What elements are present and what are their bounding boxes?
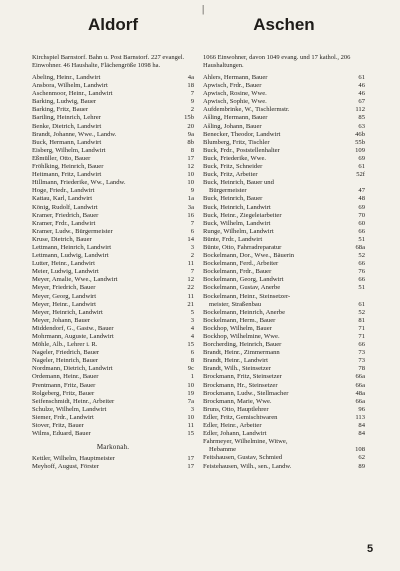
list-item [203, 106, 365, 114]
house-number: 69 [358, 203, 365, 211]
house-number: 7 [190, 90, 194, 98]
resident-name: Brockmann, Marie, Wwe. [203, 397, 272, 405]
list-item [203, 252, 365, 260]
list-item [203, 454, 365, 462]
house-number: 7 [190, 219, 194, 227]
resident-name: Bockelmann, Gustav, Anerbe [203, 284, 281, 292]
list-item [32, 349, 194, 357]
list-item [32, 131, 194, 139]
resident-name: Siemer, Frdr., Landwirt [32, 413, 94, 421]
house-number: 113 [355, 413, 365, 421]
house-number: 17 [187, 455, 194, 463]
resident-name: Möhle, Alb., Lehrer i. R. [32, 341, 98, 349]
resident-name: Kattau, Karl, Landwirt [32, 195, 93, 203]
list-item [32, 163, 194, 171]
list-item [203, 463, 365, 471]
house-number: 46b [355, 130, 365, 138]
house-number: 11 [187, 292, 194, 300]
list-item [203, 244, 365, 252]
house-number: 15 [187, 430, 194, 438]
resident-name: Brandt, Wilh., Steinsetzer [203, 365, 271, 373]
house-number: 6 [190, 349, 194, 357]
house-number: 73 [358, 349, 365, 357]
resident-name: Kruse, Dietrich, Bauer [32, 235, 92, 243]
resident-name: Meyer, Heinrich, Landwirt [32, 308, 103, 316]
resident-name: Bürgermeister [209, 187, 247, 195]
list-item [203, 390, 365, 398]
list-item [203, 317, 365, 325]
house-number: 7 [190, 268, 194, 276]
house-number: 51 [358, 284, 365, 292]
house-number: 14 [187, 235, 194, 243]
house-number: 10 [187, 381, 194, 389]
list-item [203, 228, 365, 236]
house-number: 66a [355, 381, 365, 389]
resident-name: Heitmann, Fritz, Landwirt [32, 171, 102, 179]
list-item [32, 317, 194, 325]
list-item [32, 373, 194, 381]
list-item [32, 422, 194, 430]
house-number: 63 [358, 122, 365, 130]
house-number: 71 [358, 324, 365, 332]
resident-name: Kramer, Ludw., Bürgermeister [32, 227, 113, 235]
house-number: 1 [190, 373, 194, 381]
house-number: 69 [358, 154, 365, 162]
house-number: 66 [358, 260, 365, 268]
house-number: 2 [190, 106, 194, 114]
house-number: 76 [358, 268, 365, 276]
house-number: 10 [187, 179, 194, 187]
house-number: 67 [358, 98, 365, 106]
list-item [32, 357, 194, 365]
house-number: 66 [358, 227, 365, 235]
list-item [32, 455, 194, 463]
house-number: 21 [187, 300, 194, 308]
list-item [203, 212, 365, 220]
list-item [32, 406, 194, 414]
resident-name: Edler, Heinr., Arbeiter [203, 422, 262, 430]
list-item [32, 341, 194, 349]
list-item [203, 187, 365, 195]
list-item [203, 195, 365, 203]
list-item [32, 123, 194, 131]
list-item [32, 187, 194, 195]
resident-name: Aufdembrinke, W., Tischlermstr. [203, 106, 290, 114]
house-number: 17 [187, 154, 194, 162]
resident-name: Stover, Fritz, Bauer [32, 422, 84, 430]
resident-name: Lettmann, Heinrich, Landwirt [32, 243, 112, 251]
resident-name: Lutter, Heinr., Landwirt [32, 260, 95, 268]
house-number: 85 [358, 114, 365, 122]
list-item [32, 98, 194, 106]
resident-name: Benecker, Theodor, Landwirt [203, 130, 281, 138]
list-item [203, 163, 365, 171]
right-column [203, 14, 365, 471]
resident-name: Kramer, Friedrich, Bauer [32, 211, 99, 219]
resident-name: Hebamme [209, 446, 237, 454]
resident-name: Nordmann, Dietrich, Landwirt [32, 365, 113, 373]
list-item [32, 179, 194, 187]
resident-name: Brockmann, Hr., Steinsetzer [203, 381, 278, 389]
house-number: 66a [355, 373, 365, 381]
resident-name: Bockhop, Wilhelmine, Wwe. [203, 333, 280, 340]
resident-name: König, Rudolf, Landwirt [32, 203, 98, 211]
house-number: 52 [358, 308, 365, 316]
list-item [203, 325, 365, 333]
resident-name: Buck, Heinr., Ziegeleiarbeiter [203, 211, 282, 219]
house-number: 10 [187, 413, 194, 421]
resident-name: Barking, Fritz, Bauer [32, 106, 89, 114]
house-number: 8b [187, 138, 194, 146]
list-item [32, 147, 194, 155]
list-item [32, 155, 194, 163]
list-item [203, 155, 365, 163]
resident-name: Borcherding, Heinrich, Bauer [203, 341, 282, 349]
list-item [203, 260, 365, 268]
list-item [203, 293, 365, 301]
list-item [32, 268, 194, 276]
list-item [203, 114, 365, 122]
house-number: 108 [355, 446, 365, 454]
list-item [32, 106, 194, 114]
resident-name: Blumberg, Fritz, Tischler [203, 138, 270, 146]
list-item [32, 204, 194, 212]
list-item [203, 90, 365, 98]
subhead-markonah: Markonah. [96, 443, 130, 452]
list-item [32, 212, 194, 220]
house-number: 20 [187, 122, 194, 130]
house-number: 81 [358, 316, 365, 324]
list-item [203, 179, 365, 187]
list-item [203, 398, 365, 406]
house-number: 66 [358, 341, 365, 349]
list-item [32, 236, 194, 244]
house-number: 61 [358, 300, 365, 308]
house-number: 78 [358, 365, 365, 373]
resident-name: Meyer, Georg, Landwirt [32, 292, 97, 300]
page-number: 5 [367, 543, 374, 555]
house-number: 3a [187, 203, 194, 211]
list-item [32, 82, 194, 90]
resident-list-aschen [203, 74, 365, 471]
house-number: 8 [190, 146, 194, 154]
resident-name: Buck, Hermann, Landwirt [32, 138, 102, 146]
resident-name: Buck, Heinrich, Bauer [203, 195, 263, 203]
list-item [203, 382, 365, 390]
list-item [203, 220, 365, 228]
list-item [203, 406, 365, 414]
house-number: 18 [187, 82, 194, 90]
house-number: 66a [355, 397, 365, 405]
house-number: 9 [190, 187, 194, 195]
list-item [32, 260, 194, 268]
house-number: 109 [355, 146, 365, 154]
list-item [32, 171, 194, 179]
resident-name: Rolgeberg, Fritz, Bauer [32, 389, 95, 397]
resident-name: Buck, Heinrich, Bauer und [203, 179, 274, 187]
list-item [32, 195, 194, 203]
resident-name: Edler, Fritz, Gemischtwaren [203, 413, 278, 421]
list-item [203, 373, 365, 381]
resident-name: Meyhoff, August, Förster [32, 463, 99, 471]
list-item [203, 82, 365, 90]
house-number: 55b [355, 138, 365, 146]
resident-name: Buck, Frdr., Poststellenhalter [203, 146, 280, 154]
house-number: 8 [190, 357, 194, 365]
house-number: 16 [187, 211, 194, 219]
resident-name: Brandt, Johanne, Wwe., Landw. [32, 130, 117, 138]
list-item [203, 276, 365, 284]
list-item [203, 171, 365, 179]
resident-name: Middendorf, G., Gastw., Bauer [32, 324, 114, 332]
resident-name: Seifenschmidt, Heinr., Arbeiter [32, 397, 115, 405]
resident-name: meister, Straßenbau [209, 300, 262, 308]
house-number: 66 [358, 276, 365, 284]
house-number: 60 [358, 219, 365, 227]
top-mark: | [202, 3, 205, 15]
list-item [203, 309, 365, 317]
house-number: 4 [190, 333, 194, 340]
house-number: 15 [187, 341, 194, 349]
house-number: 46 [358, 82, 365, 90]
resident-name: Buck, Friederike, Wwe. [203, 154, 267, 162]
house-number: 9 [190, 98, 194, 106]
resident-name: Bockhop, Wilhelm, Bauer [203, 324, 272, 332]
resident-name: Brockmann, Ludw., Stellmacher [203, 389, 289, 397]
house-number: 15b [184, 114, 194, 122]
list-item [32, 114, 194, 122]
list-item [32, 90, 194, 98]
resident-name: Meyer, Johann, Bauer [32, 316, 90, 324]
resident-name: Nageler, Friedrich, Bauer [32, 349, 100, 357]
resident-name: Bockelmann, Ferd., Arbeiter [203, 260, 279, 268]
house-number: 3 [190, 405, 194, 413]
resident-name: Bockelmann, Dor., Wwe., Bäuerin [203, 252, 295, 260]
house-number: 61 [358, 74, 365, 81]
resident-name: Bartling, Heinrich, Lehrer [32, 114, 101, 122]
list-item [32, 284, 194, 292]
house-number: 96 [358, 405, 365, 413]
resident-name: Bockelmann, Heinr., Steinsetzer- [203, 292, 291, 300]
house-number: 6 [190, 227, 194, 235]
house-number: 11 [187, 422, 194, 430]
resident-name: Bockelmann, Georg, Landwirt [203, 276, 284, 284]
list-item [203, 123, 365, 131]
house-number: 52f [356, 171, 365, 179]
list-item [203, 301, 365, 309]
house-number: 4a [187, 74, 194, 81]
house-number: 68a [355, 243, 365, 251]
list-item [32, 252, 194, 260]
resident-name: Brandt, Heinr., Zimmermann [203, 349, 280, 357]
house-number: 1a [187, 195, 194, 203]
house-number: 11 [187, 260, 194, 268]
list-item [203, 204, 365, 212]
resident-name: Meyer, Heinr., Landwirt [32, 300, 97, 308]
house-number: 9a [187, 130, 194, 138]
list-item [203, 74, 365, 82]
resident-name: Meyer, Amalie, Wwe., Landwirt [32, 276, 118, 284]
resident-name: Bruns, Otto, Hauptlehrer [203, 405, 269, 413]
resident-name: Buck, Fritz, Schneider [203, 163, 263, 171]
list-item [32, 293, 194, 301]
house-number: 3 [190, 243, 194, 251]
house-number: 12 [187, 276, 194, 284]
resident-name: Runge, Wilhelm, Landwirt [203, 227, 274, 235]
resident-name: Fahrmeyer, Wilhelmine, Witwe, [203, 438, 288, 446]
list-item [32, 333, 194, 341]
list-item [32, 220, 194, 228]
list-item [203, 98, 365, 106]
house-number: 48 [358, 195, 365, 203]
resident-name: Wilms, Eduard, Bauer [32, 430, 91, 438]
house-number: 48a [355, 389, 365, 397]
list-item [203, 438, 365, 446]
resident-name: Feitshausen, Gustav, Schmied [203, 454, 283, 462]
resident-name: Bockelmann, Frdr., Bauer [203, 268, 272, 276]
resident-name: Meyer, Friedrich, Bauer [32, 284, 96, 292]
resident-name: Bockelmann, Heinrich, Anerbe [203, 308, 286, 316]
resident-name: Eisberg, Wilhelm, Landwirt [32, 146, 106, 154]
resident-name: Prentmann, Fritz, Bauer [32, 381, 96, 389]
resident-name: Brockmann, Fritz, Steinsetzer [203, 373, 282, 381]
house-number: 10 [187, 171, 194, 179]
place-title-aldorf: Aldorf [87, 15, 139, 34]
list-item [203, 341, 365, 349]
resident-name: Ašling, Hermann, Bauer [203, 114, 268, 122]
house-number: 19 [187, 389, 194, 397]
list-item [32, 365, 194, 373]
resident-name: Schulze, Wilhelm, Landwirt [32, 405, 107, 413]
house-number: 61 [358, 163, 365, 171]
list-item [32, 301, 194, 309]
house-number: 12 [187, 163, 194, 171]
place-intro-aschen: 1066 Einwohner, davon 1049 evang. und 17 kathol., 206 Haushaltungen. [203, 54, 351, 69]
resident-name: Barking, Ludwig, Bauer [32, 98, 97, 106]
house-number: 7a [187, 397, 194, 405]
house-number: 47 [358, 187, 365, 195]
house-number: 17 [187, 463, 194, 471]
resident-name: Apwisch, Sophie, Wwe. [203, 98, 267, 106]
resident-name: Brandt, Heinr., Landwirt [203, 357, 269, 365]
house-number: 4 [190, 324, 194, 332]
resident-name: Ansbora, Wilhelm, Landwirt [32, 82, 108, 90]
list-item [32, 398, 194, 406]
house-number: 62 [358, 454, 365, 462]
resident-name: Mohrmann, Auguste, Landwirt [32, 333, 114, 340]
list-item [32, 325, 194, 333]
list-item [203, 365, 365, 373]
house-number: 112 [355, 106, 365, 114]
resident-name: Buck, Heinrich, Landwirt [203, 203, 271, 211]
list-item [32, 390, 194, 398]
house-number: 22 [187, 284, 194, 292]
resident-name: Buck, Fritz, Arbeiter [203, 171, 258, 179]
list-item [32, 430, 194, 438]
house-number: 3 [190, 316, 194, 324]
resident-name: Meier, Ludwig, Landwirt [32, 268, 99, 276]
resident-name: Aschenmoor, Heinr., Landwirt [32, 90, 113, 98]
left-column [32, 14, 194, 471]
list-item [32, 463, 194, 471]
resident-name: Ahlers, Hermann, Bauer [203, 74, 268, 81]
resident-name: Bockelmann, Herm., Bauer [203, 316, 276, 324]
house-number: 5 [190, 308, 194, 316]
resident-name: Hillmann, Friederike, Ww., Landw. [32, 179, 126, 187]
resident-name: Ašling, Johann, Bauer [203, 122, 262, 130]
resident-name: Fröhlking, Heinrich, Bauer [32, 163, 104, 171]
list-item [203, 446, 365, 454]
list-item [32, 382, 194, 390]
resident-name: Bünte, Frdr., Landwirt [203, 235, 263, 243]
resident-name: Hoge, Friedr., Landwirt [32, 187, 95, 195]
list-item [203, 357, 365, 365]
list-item [32, 244, 194, 252]
house-number: 70 [358, 211, 365, 219]
list-item [203, 131, 365, 139]
resident-name: Kramer, Frdr., Landwirt [32, 219, 96, 227]
resident-name: Ordemann, Heinr., Bauer [32, 373, 99, 381]
list-item [203, 236, 365, 244]
house-number: 89 [358, 462, 365, 470]
resident-name: Buck, Wilhelm, Landwirt [203, 219, 271, 227]
resident-name: Nageler, Heinrich, Bauer [32, 357, 99, 365]
house-number: 84 [358, 422, 365, 430]
list-item [32, 228, 194, 236]
list-item [203, 422, 365, 430]
list-item [32, 414, 194, 422]
resident-name: Edler, Johann, Landwirt [203, 430, 267, 438]
resident-name: Apwisch, Frdr., Bauer [203, 82, 262, 90]
resident-name: Lettmann, Ludwig, Landwirt [32, 252, 109, 260]
resident-name: Apwisch, Rosine, Wwe. [203, 90, 267, 98]
list-item [203, 284, 365, 292]
house-number: 2 [190, 252, 194, 260]
resident-list-aldorf [32, 74, 194, 438]
list-item [203, 430, 365, 438]
resident-name: Kettler, Wilhelm, Hauptmeister [32, 455, 115, 463]
list-item [203, 268, 365, 276]
list-item [203, 349, 365, 357]
place-title-aschen: Aschen [253, 15, 315, 34]
resident-name: Abeling, Heinr., Landwirt [32, 74, 101, 81]
house-number: 52 [358, 252, 365, 260]
list-item [203, 139, 365, 147]
list-item [32, 74, 194, 82]
house-number: 46 [358, 90, 365, 98]
house-number: 71 [358, 333, 365, 340]
house-number: 84 [358, 430, 365, 438]
list-item [203, 333, 365, 341]
house-number: 51 [358, 235, 365, 243]
house-number: 9c [187, 365, 194, 373]
list-item [32, 309, 194, 317]
list-item [32, 139, 194, 147]
house-number: 73 [358, 357, 365, 365]
resident-list-markonah [32, 455, 194, 471]
list-item [203, 147, 365, 155]
list-item [32, 276, 194, 284]
resident-name: Bünte, Otto, Fahrradreparatur [203, 243, 282, 251]
resident-name: Eßmüller, Otto, Bauer [32, 154, 91, 162]
resident-name: Benke, Dietrich, Landwirt [32, 122, 102, 130]
list-item [203, 414, 365, 422]
place-intro-aldorf: Kirchspiel Barnstorf. Bahn u. Post Barnstorf. 227 evangel. Einwohner. 46 Haushalte, Flächengröße 1098 ha. [32, 54, 185, 69]
resident-name: Feistehausen, Wilh., sen., Landw. [203, 462, 292, 470]
